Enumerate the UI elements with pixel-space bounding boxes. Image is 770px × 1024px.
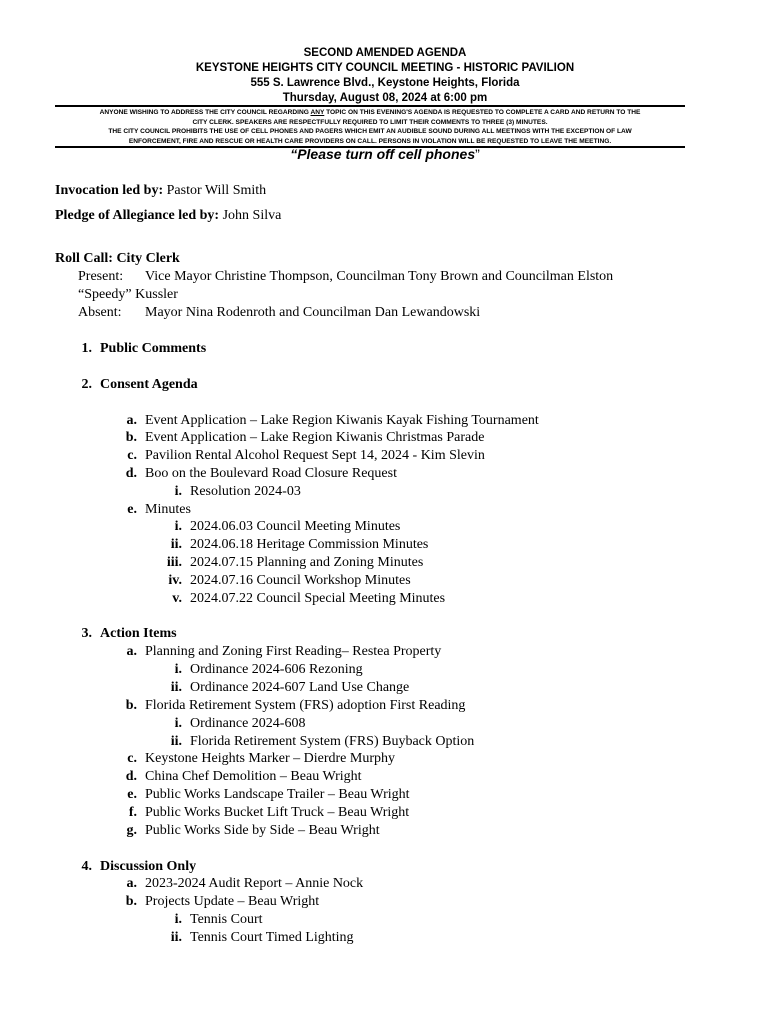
- sub-mark: b.: [125, 698, 137, 713]
- sub-mark: a.: [126, 876, 137, 891]
- meeting-address: 555 S. Lawrence Blvd., Keystone Heights, Florida: [250, 77, 520, 89]
- present-label: Present:: [78, 269, 124, 284]
- roll-call-title: Roll Call: City Clerk: [55, 251, 180, 266]
- sub-item: Projects Update – Beau Wright: [145, 894, 320, 909]
- meeting-name: KEYSTONE HEIGHTS CITY COUNCIL MEETING - HISTORIC PAVILION: [195, 62, 575, 74]
- sub-sub-mark: i.: [174, 912, 182, 927]
- item-number: 1.: [81, 341, 92, 356]
- public-notice: [55, 108, 685, 146]
- sub-sub-item: 2024.06.18 Heritage Commission Minutes: [190, 537, 429, 552]
- absent-label: Absent:: [78, 305, 122, 320]
- sub-sub-mark: i.: [174, 519, 182, 534]
- sub-mark: d.: [125, 769, 137, 784]
- sub-item: Public Works Side by Side – Beau Wright: [145, 823, 380, 838]
- sub-mark: f.: [128, 805, 137, 820]
- sub-sub-item: Ordinance 2024-608: [190, 716, 306, 731]
- sub-sub-item: Tennis Court Timed Lighting: [190, 930, 354, 945]
- notice-line-4: ENFORCEMENT, FIRE AND RESCUE OR HEALTH CARE PROVIDERS ON CALL. PERSONS IN VIOLATION WILL BE REQUESTED TO LEAVE THE MEETING.: [128, 137, 612, 145]
- sub-sub-item: 2024.07.16 Council Workshop Minutes: [190, 573, 411, 588]
- sub-sub-item: Florida Retirement System (FRS) Buyback Option: [190, 734, 475, 749]
- sub-sub-mark: iii.: [166, 555, 182, 570]
- notice-line-2: CITY CLERK. SPEAKERS ARE RESPECTFULLY REQUIRED TO LIMIT THEIR COMMENTS TO THREE (3) MINUTES.: [192, 118, 548, 126]
- sub-item: Event Application – Lake Region Kiwanis Kayak Fishing Tournament: [145, 413, 539, 428]
- sub-mark: e.: [127, 502, 137, 517]
- sub-item: 2023-2024 Audit Report – Annie Nock: [145, 876, 364, 891]
- sub-mark: g.: [126, 823, 137, 838]
- invocation: Invocation led by: Pastor Will Smith: [55, 183, 267, 198]
- sub-sub-item: 2024.06.03 Council Meeting Minutes: [190, 519, 401, 534]
- sub-item: Planning and Zoning First Reading– Restea Property: [145, 644, 442, 659]
- notice-line-3: THE CITY COUNCIL PROHIBITS THE USE OF CELL PHONES AND PAGERS WHICH EMIT AN AUDIBLE SOUND DURING ALL MEETINGS WITH THE EXCEPTION OF LAW: [108, 128, 632, 136]
- header-divider-top: [55, 105, 685, 107]
- present-members-cont: “Speedy” Kussler: [78, 287, 178, 302]
- item-title-discussion-only: Discussion Only: [100, 859, 197, 874]
- sub-item: Boo on the Boulevard Road Closure Request: [145, 466, 397, 481]
- sub-item: Minutes: [145, 502, 191, 517]
- sub-mark: c.: [127, 448, 137, 463]
- sub-item: Florida Retirement System (FRS) adoption First Reading: [145, 698, 466, 713]
- item-number: 4.: [81, 859, 92, 874]
- absent-members: Mayor Nina Rodenroth and Councilman Dan Lewandowski: [145, 305, 481, 320]
- sub-sub-mark: ii.: [170, 930, 182, 945]
- sub-sub-mark: ii.: [170, 734, 182, 749]
- sub-sub-item: Ordinance 2024-607 Land Use Change: [190, 680, 410, 695]
- sub-mark: c.: [127, 751, 137, 766]
- sub-sub-item: 2024.07.15 Planning and Zoning Minutes: [190, 555, 424, 570]
- sub-mark: b.: [125, 430, 137, 445]
- sub-sub-mark: iv.: [168, 573, 182, 588]
- present-members: Vice Mayor Christine Thompson, Councilman Tony Brown and Councilman Elston: [145, 269, 614, 284]
- sub-item: Event Application – Lake Region Kiwanis Christmas Parade: [145, 430, 485, 445]
- pledge: Pledge of Allegiance led by: John Silva: [55, 208, 282, 223]
- sub-mark: a.: [126, 413, 137, 428]
- sub-sub-item: Resolution 2024-03: [190, 484, 301, 499]
- notice-line-1: ANYONE WISHING TO ADDRESS THE CITY COUNCIL REGARDING ANY TOPIC ON THIS EVENING'S AGENDA IS REQUESTED TO COMPLETE A CARD AND RETURN TO THE: [99, 109, 641, 116]
- sub-mark: a.: [126, 644, 137, 659]
- sub-sub-mark: v.: [172, 591, 182, 606]
- item-title-consent-agenda: Consent Agenda: [100, 377, 198, 392]
- sub-item: Pavilion Rental Alcohol Request Sept 14, 2024 - Kim Slevin: [145, 448, 485, 463]
- sub-mark: e.: [127, 787, 137, 802]
- sub-sub-mark: ii.: [170, 537, 182, 552]
- sub-mark: d.: [125, 466, 137, 481]
- sub-sub-mark: ii.: [170, 680, 182, 695]
- notice-any: ANY: [310, 109, 325, 116]
- sub-sub-item: Tennis Court: [190, 912, 263, 927]
- sub-sub-item: 2024.07.22 Council Special Meeting Minutes: [190, 591, 446, 606]
- sub-sub-mark: i.: [174, 716, 182, 731]
- item-title-action-items: Action Items: [100, 626, 177, 641]
- item-title-public-comments: Public Comments: [100, 341, 207, 356]
- cell-phone-notice: “Please turn off cell phones”: [290, 146, 480, 162]
- item-number: 3.: [81, 626, 92, 641]
- item-number: 2.: [81, 377, 92, 392]
- sub-sub-mark: i.: [174, 484, 182, 499]
- agenda-title: SECOND AMENDED AGENDA: [303, 47, 467, 59]
- meeting-date: Thursday, August 08, 2024 at 6:00 pm: [282, 92, 488, 104]
- sub-mark: b.: [125, 894, 137, 909]
- sub-sub-item: Ordinance 2024-606 Rezoning: [190, 662, 363, 677]
- sub-item: Public Works Bucket Lift Truck – Beau Wright: [145, 805, 410, 820]
- sub-item: Public Works Landscape Trailer – Beau Wright: [145, 787, 410, 802]
- sub-item: Keystone Heights Marker – Dierdre Murphy: [145, 751, 395, 766]
- sub-item: China Chef Demolition – Beau Wright: [145, 769, 362, 784]
- sub-sub-mark: i.: [174, 662, 182, 677]
